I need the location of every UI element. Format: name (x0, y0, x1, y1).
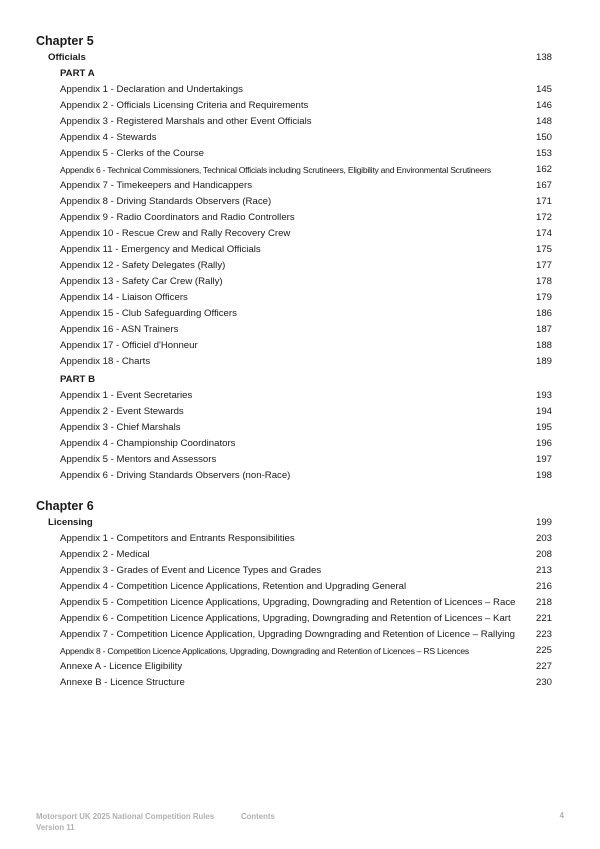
toc-entry[interactable] (0, 82, 600, 98)
toc-entry[interactable] (0, 579, 600, 595)
toc-label: Appendix 2 - Officials Licensing Criteria and Requirements (60, 100, 309, 111)
toc-page-number: 199 (535, 517, 552, 528)
toc-page-number: 198 (535, 470, 552, 481)
toc-entry[interactable] (0, 274, 600, 290)
toc-entry[interactable] (0, 322, 600, 338)
toc-entry[interactable] (0, 178, 600, 194)
toc-entry[interactable] (0, 611, 600, 627)
toc-label: Appendix 4 - Competition Licence Applications, Retention and Upgrading General (60, 581, 407, 592)
toc-page-number: 189 (535, 356, 552, 367)
toc-label: PART A (60, 68, 95, 79)
toc-part-a (0, 66, 600, 82)
footer-version: Version 11 (36, 823, 75, 832)
toc-page-number: 177 (535, 260, 552, 271)
toc-entry[interactable] (0, 146, 600, 162)
toc-entry[interactable] (0, 643, 600, 659)
toc-page-number: 208 (535, 549, 552, 560)
toc-entry[interactable] (0, 290, 600, 306)
toc-entry[interactable] (0, 338, 600, 354)
toc-page-number: 213 (535, 565, 552, 576)
toc-entry[interactable] (0, 114, 600, 130)
toc-page-number: 150 (535, 132, 552, 143)
toc-label: Appendix 3 - Registered Marshals and other Event Officials (60, 116, 312, 127)
footer-section: Contents (241, 812, 275, 821)
toc-page-number: 216 (535, 581, 552, 592)
toc-entry[interactable] (0, 420, 600, 436)
toc-page-number: 187 (535, 324, 552, 335)
toc-label: PART B (60, 374, 95, 385)
toc-entry[interactable] (0, 595, 600, 611)
toc-page-number: 175 (535, 244, 552, 255)
toc-page-number: 225 (535, 645, 552, 656)
toc-label: Appendix 7 - Competition Licence Application, Upgrading Downgrading and Retention of Licence – Rallying (60, 629, 515, 640)
toc-page-number: 203 (535, 533, 552, 544)
toc-entry[interactable] (0, 531, 600, 547)
toc-entry[interactable] (0, 98, 600, 114)
toc-entry[interactable] (0, 627, 600, 643)
toc-label: Appendix 4 - Stewards (60, 132, 157, 143)
toc-label: Appendix 17 - Officiel d'Honneur (60, 340, 198, 351)
toc-page-number: 186 (535, 308, 552, 319)
toc-label: Officials (48, 52, 86, 63)
toc-entry[interactable] (0, 162, 600, 178)
toc-page-number: 218 (535, 597, 552, 608)
toc-entry[interactable] (0, 306, 600, 322)
toc-page-number: 230 (535, 677, 552, 688)
toc-entry[interactable] (0, 468, 600, 484)
toc-label: Annexe A - Licence Eligibility (60, 661, 183, 672)
toc-label: Appendix 16 - ASN Trainers (60, 324, 179, 335)
chapter-6-title: Chapter 6 (36, 499, 94, 513)
toc-part-b (0, 372, 600, 388)
toc-entry[interactable] (0, 242, 600, 258)
toc-label: Annexe B - Licence Structure (60, 677, 185, 688)
toc-entry[interactable] (0, 547, 600, 563)
toc-section-licensing[interactable] (0, 515, 600, 531)
toc-entry[interactable] (0, 675, 600, 691)
page-footer (36, 811, 275, 833)
toc-page-number: 196 (535, 438, 552, 449)
toc-page-number: 179 (535, 292, 552, 303)
toc-page-number: 195 (535, 422, 552, 433)
toc-entry[interactable] (0, 452, 600, 468)
toc-label: Appendix 11 - Emergency and Medical Officials (60, 244, 261, 255)
toc-label: Appendix 2 - Medical (60, 549, 150, 560)
toc-label: Licensing (48, 517, 93, 528)
toc-label: Appendix 2 - Event Stewards (60, 406, 184, 417)
toc-label: Appendix 4 - Championship Coordinators (60, 438, 236, 449)
toc-entry[interactable] (0, 659, 600, 675)
toc-label: Appendix 7 - Timekeepers and Handicappers (60, 180, 252, 191)
toc-label: Appendix 1 - Declaration and Undertakings (60, 84, 243, 95)
toc-label: Appendix 18 - Charts (60, 356, 151, 367)
toc-entry[interactable] (0, 258, 600, 274)
toc-page-number: 193 (535, 390, 552, 401)
toc-label: Appendix 14 - Liaison Officers (60, 292, 188, 303)
toc-label: Appendix 9 - Radio Coordinators and Radio Controllers (60, 212, 295, 223)
toc-page-number: 174 (535, 228, 552, 239)
toc-page-number: 148 (535, 116, 552, 127)
toc-label: Appendix 3 - Chief Marshals (60, 422, 181, 433)
toc-page-number: 145 (535, 84, 552, 95)
toc-entry[interactable] (0, 436, 600, 452)
toc-page-number: 138 (535, 52, 552, 63)
toc-entry[interactable] (0, 226, 600, 242)
toc-entry[interactable] (0, 130, 600, 146)
toc-label: Appendix 6 - Competition Licence Applications, Upgrading, Downgrading and Retention of Licences – Kart (60, 613, 511, 624)
chapter-5-title: Chapter 5 (36, 34, 94, 48)
toc-entry[interactable] (0, 194, 600, 210)
toc-label: Appendix 5 - Clerks of the Course (60, 148, 204, 159)
toc-label: Appendix 13 - Safety Car Crew (Rally) (60, 276, 223, 287)
toc-page-number: 188 (535, 340, 552, 351)
toc-label: Appendix 5 - Mentors and Assessors (60, 454, 217, 465)
footer-page-number: 4 (559, 811, 564, 820)
toc-label: Appendix 6 - Technical Commissioners, Technical Officials including Scrutineers, Eligibility and Environmental Scrutineers (60, 165, 491, 175)
toc-label: Appendix 1 - Competitors and Entrants Responsibilities (60, 533, 295, 544)
toc-page-number: 227 (535, 661, 552, 672)
toc-entry[interactable] (0, 354, 600, 370)
toc-page-number: 153 (535, 148, 552, 159)
toc-page-number: 167 (535, 180, 552, 191)
toc-entry[interactable] (0, 563, 600, 579)
toc-page-number: 194 (535, 406, 552, 417)
footer-document-title: Motorsport UK 2025 National Competition Rules (36, 812, 215, 821)
toc-label: Appendix 10 - Rescue Crew and Rally Recovery Crew (60, 228, 291, 239)
toc-page-number: 223 (535, 629, 552, 640)
toc-entry[interactable] (0, 404, 600, 420)
toc-label: Appendix 15 - Club Safeguarding Officers (60, 308, 237, 319)
toc-page-number: 197 (535, 454, 552, 465)
toc-label: Appendix 12 - Safety Delegates (Rally) (60, 260, 226, 271)
toc-label: Appendix 8 - Competition Licence Applications, Upgrading, Downgrading and Retention of Licences – RS Licences (60, 646, 469, 656)
toc-entry[interactable] (0, 388, 600, 404)
toc-label: Appendix 8 - Driving Standards Observers (Race) (60, 196, 272, 207)
toc-page-number: 221 (535, 613, 552, 624)
toc-label: Appendix 1 - Event Secretaries (60, 390, 193, 401)
toc-page-number: 162 (535, 164, 552, 175)
toc-page-number: 171 (535, 196, 552, 207)
toc-page-number: 172 (535, 212, 552, 223)
toc-label: Appendix 6 - Driving Standards Observers (non-Race) (60, 470, 291, 481)
toc-label: Appendix 3 - Grades of Event and Licence Types and Grades (60, 565, 322, 576)
toc-label: Appendix 5 - Competition Licence Applications, Upgrading, Downgrading and Retention of Licences – Race (60, 597, 516, 608)
toc-page-number: 146 (535, 100, 552, 111)
toc-section-officials[interactable] (0, 50, 600, 66)
toc-entry[interactable] (0, 210, 600, 226)
toc-page-number: 178 (535, 276, 552, 287)
